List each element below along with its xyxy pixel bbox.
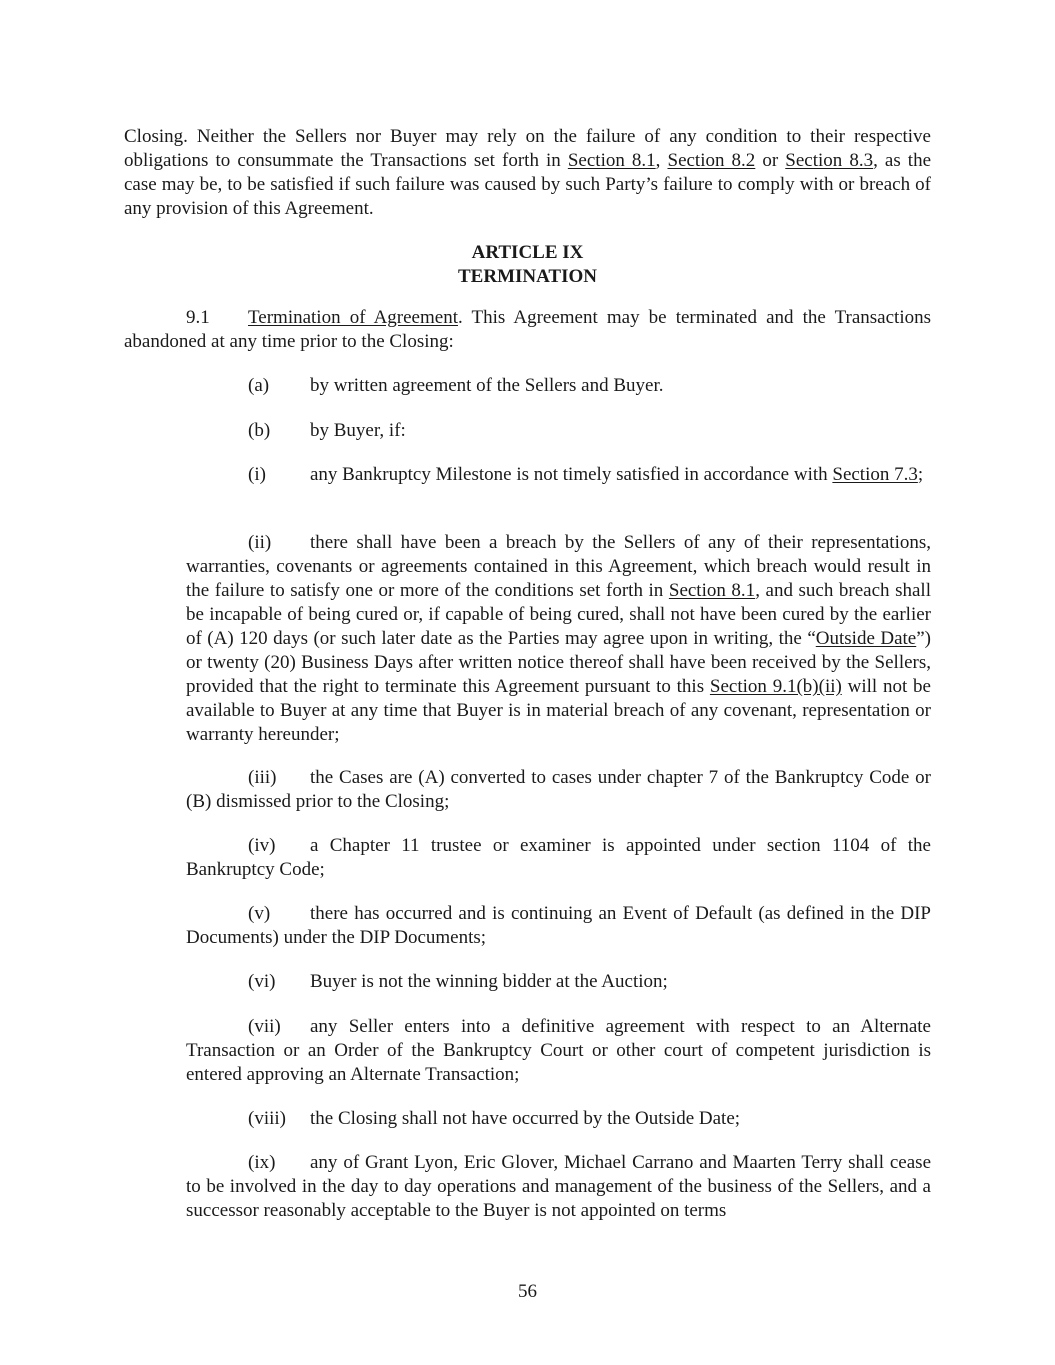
paragraph-vii bbox=[186, 1015, 931, 1087]
cross-reference: Outside Date bbox=[815, 628, 917, 649]
text-segment: any of Grant Lyon, Eric Glover, Michael Carrano and Maarten Terry shall cease to be involved in the day to day operations and management of the business of the Sellers, and a successor reasonably acceptable to the Buyer is not appointed on terms bbox=[186, 1152, 931, 1221]
paragraph-9-1 bbox=[124, 306, 931, 354]
clause-label: (ix) bbox=[248, 1152, 276, 1173]
cross-reference: Termination of Agreement bbox=[248, 307, 458, 328]
cross-reference: Section 8.1 bbox=[668, 580, 756, 601]
paragraph-a bbox=[186, 374, 931, 398]
text-segment: there shall have been a breach by the Sellers of any of their representations, warranties, covenants or agreements contained in this Agreement, which breach would result in the failure to satisfy one or more of the conditions set forth in bbox=[186, 532, 931, 601]
paragraph-ix bbox=[186, 1151, 931, 1223]
clause-label: (viii) bbox=[248, 1108, 286, 1129]
clause-label: (i) bbox=[248, 464, 266, 485]
paragraph-viii bbox=[186, 1107, 931, 1131]
cross-reference: Section 8.3 bbox=[785, 150, 874, 171]
paragraph-b bbox=[186, 419, 931, 443]
page-number: 56 bbox=[518, 1281, 537, 1302]
clause-label: (iv) bbox=[248, 835, 276, 856]
text-segment: , bbox=[655, 150, 668, 171]
text-segment: , as the case may be, to be satisfied if such failure was caused by such Party’s failure to comply with or breach of any provision of this Agreement. bbox=[124, 150, 932, 219]
clause-label: (vi) bbox=[248, 971, 276, 992]
clause-label: (v) bbox=[248, 903, 271, 924]
text-segment: or bbox=[755, 150, 786, 171]
clause-label: (ii) bbox=[248, 532, 272, 553]
text-segment: by written agreement of the Sellers and Buyer. bbox=[310, 375, 664, 396]
text-segment: ”) or twenty (20) Business Days after written notice thereof shall have been received by the Sellers, provided that the right to terminate this Agreement pursuant to this bbox=[186, 628, 931, 697]
clause-label: (iii) bbox=[248, 767, 277, 788]
text-segment: Closing. Neither the Sellers nor Buyer may rely on the failure of any condition to their respective obligations to consummate the Transactions set forth in bbox=[124, 126, 931, 171]
text-segment: Buyer is not the winning bidder at the Auction; bbox=[310, 971, 668, 992]
text-segment: any Bankruptcy Milestone is not timely satisfied in accordance with bbox=[310, 464, 833, 485]
text-segment: there has occurred and is continuing an Event of Default (as defined in the DIP Documents) under the DIP Documents; bbox=[186, 903, 931, 948]
text-segment: any Seller enters into a definitive agreement with respect to an Alternate Transaction or an Order of the Bankruptcy Court or other court of competent jurisdiction is entered approving an Alternate Transaction; bbox=[186, 1016, 931, 1085]
paragraph-closing bbox=[124, 125, 931, 221]
cross-reference: Section 8.1 bbox=[567, 150, 656, 171]
paragraph-iv bbox=[186, 834, 931, 882]
clause-label: (b) bbox=[248, 420, 271, 441]
text-segment: by Buyer, if: bbox=[310, 420, 406, 441]
paragraph-ii bbox=[186, 531, 931, 747]
paragraph-vi bbox=[186, 970, 931, 994]
paragraph-iii bbox=[186, 766, 931, 814]
text-segment: . This Agreement may be terminated and the Transactions abandoned at any time prior to the Closing: bbox=[124, 307, 931, 352]
text-segment: , and such breach shall be incapable of being cured or, if capable of being cured, shall not have been cured by the earlier of (A) 120 days (or such later date as the Parties may agree upon in writing, the “ bbox=[186, 580, 931, 649]
text-segment: the Closing shall not have occurred by the Outside Date; bbox=[310, 1108, 741, 1129]
clause-label: (a) bbox=[248, 375, 270, 396]
text-segment: a Chapter 11 trustee or examiner is appointed under section 1104 of the Bankruptcy Code; bbox=[186, 835, 931, 880]
clause-label: 9.1 bbox=[186, 307, 210, 328]
text-segment: will not be available to Buyer at any time that Buyer is in material breach of any covenant, representation or warranty hereunder; bbox=[186, 676, 931, 745]
cross-reference: Section 9.1(b)(ii) bbox=[709, 676, 842, 697]
article-title: TERMINATION bbox=[458, 266, 597, 287]
article-number: ARTICLE IX bbox=[471, 242, 584, 263]
text-segment: the Cases are (A) converted to cases under chapter 7 of the Bankruptcy Code or (B) dismissed prior to the Closing; bbox=[186, 767, 931, 812]
text-segment: ; bbox=[917, 464, 924, 485]
clause-label: (vii) bbox=[248, 1016, 281, 1037]
paragraph-v bbox=[186, 902, 931, 950]
cross-reference: Section 7.3 bbox=[832, 464, 918, 485]
cross-reference: Section 8.2 bbox=[667, 150, 756, 171]
paragraph-i bbox=[186, 463, 931, 487]
